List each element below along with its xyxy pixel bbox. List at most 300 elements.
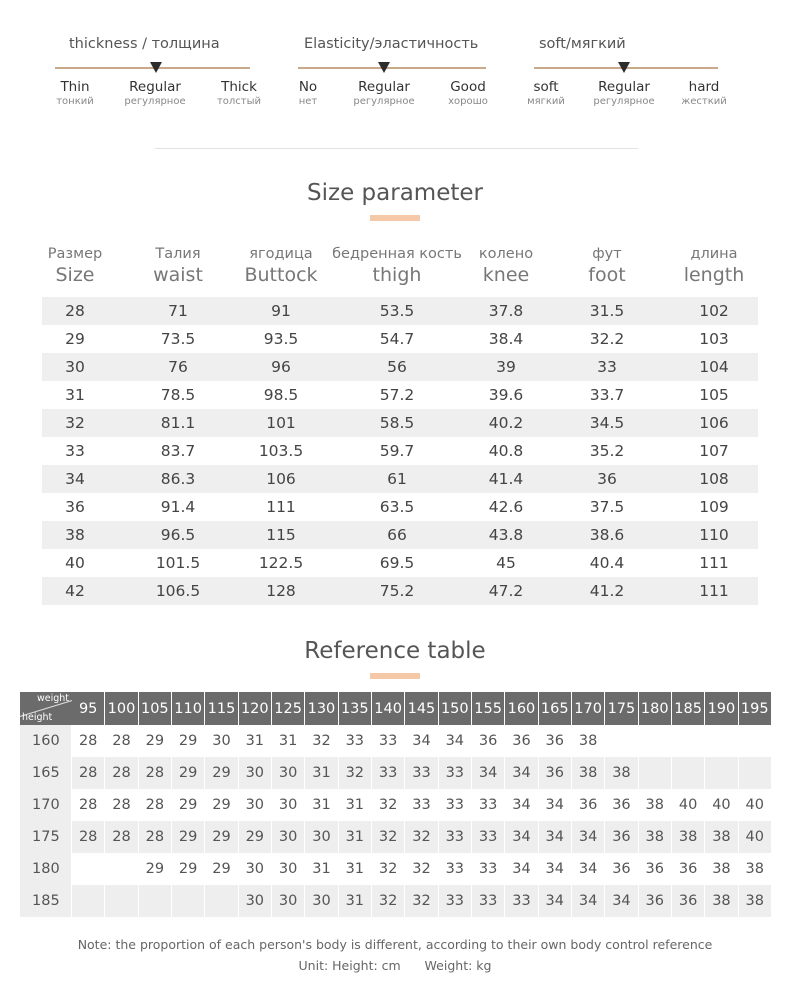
size-table-header [42,244,758,294]
table-cell: 101.5 [155,554,201,572]
size-cell: 29 [205,821,238,853]
size-cell: 38 [672,821,705,853]
size-cell: 31 [339,789,372,821]
table-row [42,381,758,409]
table-cell: 103 [699,330,729,348]
table-cell: 38.6 [589,526,625,544]
table-cell: 42 [65,582,85,600]
size-cell [605,725,638,757]
size-cell: 28 [105,821,138,853]
table-cell: 56 [387,358,407,376]
size-column-header [48,244,102,286]
table-cell: 31.5 [589,302,625,320]
header-label-ru: бедренная кость [332,246,462,262]
scale-option-regular [593,79,654,108]
size-cell: 28 [139,789,172,821]
scale-line [298,67,486,69]
header-label-en: knee [482,264,530,286]
scale-option-soft [527,79,565,108]
size-cell: 38 [739,853,772,885]
size-cell: 33 [472,789,505,821]
size-cell: 38 [739,885,772,917]
weight-header-cell: 150 [439,692,472,725]
scale-option-no [299,79,318,108]
table-cell: 78.5 [160,386,196,404]
reference-table-title: Reference table [304,638,486,664]
table-cell: 54.7 [379,330,415,348]
size-cell: 31 [239,725,272,757]
size-cell: 33 [405,789,438,821]
table-cell: 107 [699,442,729,460]
corner-cell [20,692,72,725]
size-cell: 33 [472,885,505,917]
size-cell: 31 [305,853,338,885]
option-label-en: Regular [358,79,410,95]
size-cell: 40 [739,789,772,821]
weight-header-cell: 160 [505,692,538,725]
height-cell: 175 [20,821,72,853]
size-cell: 30 [239,789,272,821]
size-cell: 31 [305,757,338,789]
option-label-ru: регулярное [353,96,415,107]
size-cell: 36 [539,725,572,757]
table-cell: 76 [168,358,188,376]
size-cell: 38 [705,821,738,853]
size-cell [139,885,172,917]
elasticity-scale [298,0,486,120]
size-cell: 36 [605,789,638,821]
table-cell: 45 [496,554,516,572]
option-label-ru: тонкий [56,96,94,107]
scale-option-regular [124,79,185,108]
table-cell: 32 [65,414,85,432]
size-cell: 38 [639,789,672,821]
size-cell: 32 [372,789,405,821]
size-cell: 29 [139,725,172,757]
height-cell: 165 [20,757,72,789]
weight-header-cell: 145 [405,692,438,725]
table-cell: 33 [65,442,85,460]
table-cell: 115 [266,526,296,544]
note-text: Note: the proportion of each person's body is different, according to their own body control reference [77,937,713,952]
table-cell: 58.5 [379,414,415,432]
table-cell: 81.1 [160,414,196,432]
option-label-en: Thin [60,79,90,95]
table-cell: 106 [699,414,729,432]
size-table-body [42,297,758,605]
size-column-header [684,244,745,286]
scale-option-good [448,79,488,108]
size-cell: 30 [205,725,238,757]
weight-header-cell: 105 [139,692,172,725]
header-label-en: foot [588,264,626,286]
size-cell: 38 [605,757,638,789]
size-cell: 38 [572,757,605,789]
option-label-ru: мягкий [527,96,565,107]
table-cell: 37.8 [488,302,524,320]
table-cell: 91 [271,302,291,320]
corner-height-label: height [22,712,53,723]
size-cell: 29 [205,853,238,885]
table-cell: 128 [266,582,296,600]
option-label-ru: жесткий [681,96,727,107]
size-cell: 32 [372,885,405,917]
scale-title: thickness / толщина [69,36,220,52]
scale-option-thin [56,79,94,108]
header-label-ru: Талия [155,246,201,262]
header-label-ru: ягодица [249,246,313,262]
table-cell: 106 [266,470,296,488]
option-label-ru: нет [298,96,318,107]
table-row [42,409,758,437]
size-cell: 28 [139,757,172,789]
size-cell: 31 [339,853,372,885]
table-cell: 91.4 [160,498,196,516]
size-cell: 34 [472,757,505,789]
weight-header-cell: 95 [72,692,105,725]
table-cell: 103.5 [258,442,304,460]
table-cell: 41.4 [488,470,524,488]
title-underline [370,673,420,679]
size-cell [205,885,238,917]
weight-header-cell: 125 [272,692,305,725]
size-cell: 33 [439,885,472,917]
table-row [42,465,758,493]
size-cell: 29 [172,853,205,885]
table-cell: 109 [699,498,729,516]
size-table-title: Size parameter [307,180,483,206]
size-cell [105,853,138,885]
size-column-header [153,244,203,286]
weight-header-cell: 190 [705,692,738,725]
size-cell: 33 [439,757,472,789]
table-cell: 75.2 [379,582,415,600]
size-column-header [588,244,625,286]
size-cell: 32 [405,853,438,885]
table-cell: 33 [597,358,617,376]
table-row [42,297,758,325]
size-cell: 36 [605,821,638,853]
size-cell [105,885,138,917]
weight-header-cell: 130 [305,692,338,725]
size-cell: 32 [405,821,438,853]
size-cell: 40 [705,789,738,821]
reference-row [20,789,772,821]
table-cell: 111 [266,498,296,516]
size-cell: 34 [505,789,538,821]
table-cell: 111 [699,554,729,572]
size-cell: 32 [339,757,372,789]
option-label-ru: толстый [216,96,262,107]
size-cell: 32 [372,853,405,885]
table-cell: 96.5 [160,526,196,544]
size-cell [172,885,205,917]
weight-header-cell: 100 [105,692,138,725]
table-cell: 42.6 [488,498,524,516]
size-cell: 28 [72,725,105,757]
size-cell: 30 [239,757,272,789]
size-cell: 29 [172,757,205,789]
size-cell: 33 [439,789,472,821]
size-cell: 30 [305,885,338,917]
option-label-en: Regular [598,79,650,95]
table-cell: 122.5 [258,554,304,572]
size-cell: 29 [205,789,238,821]
size-cell: 29 [172,789,205,821]
table-cell: 33.7 [589,386,625,404]
option-label-en: No [298,79,318,95]
table-cell: 96 [271,358,291,376]
scale-option-hard [681,79,727,108]
header-label-en: Size [55,264,95,286]
table-row [42,325,758,353]
table-cell: 39 [496,358,516,376]
size-cell: 33 [372,757,405,789]
table-cell: 66 [387,526,407,544]
table-cell: 106.5 [155,582,201,600]
size-cell: 28 [105,789,138,821]
header-label-ru: длина [690,246,738,262]
size-cell: 28 [72,757,105,789]
table-cell: 34.5 [589,414,625,432]
weight-header-cell: 155 [472,692,505,725]
table-cell: 38 [65,526,85,544]
reference-row [20,757,772,789]
header-label-ru: колено [478,246,534,262]
size-cell: 40 [739,821,772,853]
size-cell [672,725,705,757]
table-cell: 39.6 [488,386,524,404]
option-label-en: Regular [129,79,181,95]
size-cell: 30 [272,853,305,885]
size-cell: 36 [539,757,572,789]
size-cell: 31 [305,789,338,821]
size-cell: 31 [339,885,372,917]
reference-header-row [20,692,772,725]
table-row [42,493,758,521]
size-cell: 34 [505,821,538,853]
table-cell: 30 [65,358,85,376]
size-cell: 36 [572,789,605,821]
unit-text: Unit: Height: cm Weight: kg [298,958,492,973]
weight-header-cell: 180 [639,692,672,725]
size-cell: 34 [405,725,438,757]
weight-header-cell: 135 [339,692,372,725]
weight-header-cell: 185 [672,692,705,725]
table-row [42,549,758,577]
table-cell: 63.5 [379,498,415,516]
reference-row [20,725,772,757]
size-cell: 31 [272,725,305,757]
size-cell: 34 [539,853,572,885]
table-cell: 36 [597,470,617,488]
table-cell: 69.5 [379,554,415,572]
size-cell [705,757,738,789]
table-cell: 73.5 [160,330,196,348]
table-cell: 41.2 [589,582,625,600]
title-underline [370,215,420,221]
header-label-en: length [683,264,745,286]
size-cell: 29 [205,757,238,789]
weight-header-cell: 175 [605,692,638,725]
weight-header-cell: 170 [572,692,605,725]
table-cell: 111 [699,582,729,600]
table-cell: 38.4 [488,330,524,348]
table-cell: 101 [266,414,296,432]
weight-header-cell: 140 [372,692,405,725]
size-cell: 36 [505,725,538,757]
table-row [42,521,758,549]
reference-row [20,885,772,917]
height-cell: 180 [20,853,72,885]
size-cell: 40 [672,789,705,821]
size-column-header [244,244,317,286]
table-cell: 43.8 [488,526,524,544]
size-cell: 34 [539,821,572,853]
size-cell: 38 [705,853,738,885]
table-row [42,353,758,381]
table-cell: 83.7 [160,442,196,460]
size-cell [639,725,672,757]
scale-title: Elasticity/эластичность [304,36,479,52]
header-label-ru: Размер [47,246,103,262]
size-cell: 34 [439,725,472,757]
table-cell: 35.2 [589,442,625,460]
corner-weight-label: weight [36,693,69,704]
height-cell: 170 [20,789,72,821]
size-cell: 30 [272,885,305,917]
table-cell: 32.2 [589,330,625,348]
table-cell: 93.5 [263,330,299,348]
weight-header-cell: 110 [172,692,205,725]
option-label-ru: регулярное [124,96,186,107]
size-cell: 34 [505,757,538,789]
scale-option-regular [353,79,414,108]
table-cell: 53.5 [379,302,415,320]
header-label-en: thigh [372,264,422,286]
table-cell: 86.3 [160,470,196,488]
header-label-en: Buttock [244,264,318,286]
selected-marker-icon [618,62,630,73]
option-label-ru: хорошо [448,96,488,107]
size-cell [672,757,705,789]
size-cell: 36 [605,853,638,885]
size-cell: 30 [272,757,305,789]
section-divider [155,148,638,149]
table-cell: 40 [65,554,85,572]
size-cell: 30 [272,789,305,821]
selected-marker-icon [150,62,162,73]
size-cell: 28 [105,725,138,757]
size-cell: 30 [305,821,338,853]
height-cell: 160 [20,725,72,757]
size-column-header [332,244,462,286]
size-cell [639,757,672,789]
table-cell: 110 [699,526,729,544]
table-cell: 40.8 [488,442,524,460]
header-label-en: waist [153,264,203,286]
table-cell: 57.2 [379,386,415,404]
size-cell: 36 [672,885,705,917]
size-cell: 32 [372,821,405,853]
table-row [42,577,758,605]
size-cell: 28 [72,789,105,821]
size-cell: 29 [172,725,205,757]
size-cell: 36 [639,853,672,885]
reference-row [20,853,772,885]
weight-header-cell: 120 [239,692,272,725]
table-cell: 104 [699,358,729,376]
softness-scale [527,0,727,120]
size-cell: 28 [105,757,138,789]
weight-header-cell: 165 [539,692,572,725]
size-cell: 33 [439,821,472,853]
option-label-ru: регулярное [593,96,655,107]
size-cell [739,757,772,789]
size-cell: 38 [572,725,605,757]
size-cell: 34 [539,789,572,821]
table-cell: 59.7 [379,442,415,460]
option-label-en: Good [450,79,486,95]
table-cell: 98.5 [263,386,299,404]
thickness-scale [55,0,262,120]
table-cell: 40.4 [589,554,625,572]
size-cell: 33 [505,885,538,917]
reference-row [20,821,772,853]
size-cell: 30 [239,853,272,885]
size-cell: 33 [472,821,505,853]
table-cell: 61 [387,470,407,488]
size-cell: 34 [572,885,605,917]
size-cell: 34 [505,853,538,885]
size-cell: 30 [239,885,272,917]
weight-header-cell: 195 [739,692,772,725]
size-cell: 34 [572,821,605,853]
scale-title: soft/мягкий [539,36,626,52]
table-cell: 29 [65,330,85,348]
size-cell: 29 [239,821,272,853]
reference-table [20,692,772,917]
table-cell: 36 [65,498,85,516]
table-cell: 31 [65,386,85,404]
size-cell: 34 [539,885,572,917]
size-cell: 33 [339,725,372,757]
scale-option-thick [217,79,261,108]
size-cell [705,725,738,757]
size-cell: 28 [139,821,172,853]
option-label-en: soft [533,79,559,95]
option-label-en: Thick [221,79,257,95]
size-cell: 32 [405,885,438,917]
size-cell [739,725,772,757]
size-cell: 29 [139,853,172,885]
size-cell [72,853,105,885]
size-cell: 36 [672,853,705,885]
size-column-header [479,244,533,286]
size-cell: 33 [472,853,505,885]
table-cell: 102 [699,302,729,320]
size-cell [72,885,105,917]
table-cell: 34 [65,470,85,488]
size-cell: 36 [639,885,672,917]
header-label-ru: фут [592,246,622,262]
table-cell: 28 [65,302,85,320]
height-cell: 185 [20,885,72,917]
size-cell: 30 [272,821,305,853]
size-cell: 33 [439,853,472,885]
size-cell: 33 [405,757,438,789]
size-cell: 28 [72,821,105,853]
